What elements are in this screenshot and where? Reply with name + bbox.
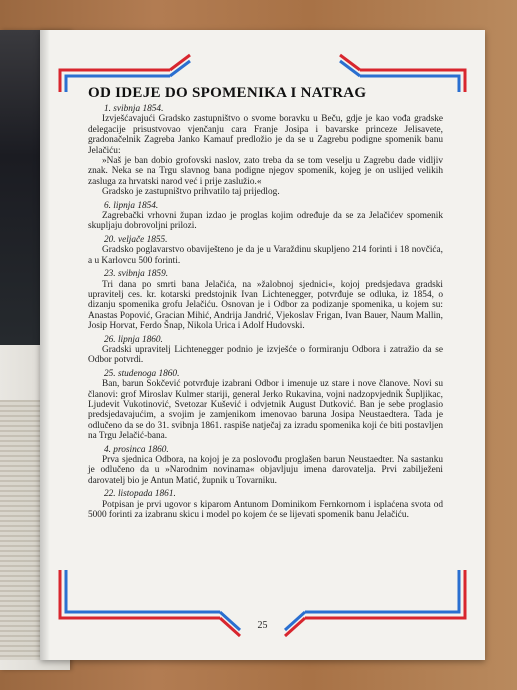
entry-date: 1. svibnja 1854. [104,104,164,114]
entry-paragraph: Tri dana po smrti bana Jelačića, na »žalobnoj sjednici«, kojoj predsjedava gradski upravitelj ces. kr. kotarski predstojnik Ivan Lichtenegger, potvrđuje se odluka, iz 1854, o dizanju spomenika grofu Jelačiću. Osnovan je i Odbor za podizanje spomenika, u kojem su: Anastas Popović, Gracian Mihić, Andrija Jandrić, Vjekoslav Frigan, Ivan Bauer, Naum Mallin, Josip Horvat, Ferdo Šnap, Nikola Urica i Adolf Hudovski. [88,279,443,332]
page-title: OD IDEJE DO SPOMENIKA I NATRAG [88,85,367,101]
chronology-entry [88,201,443,232]
entry-paragraph: Ban, barun Sokčević potvrđuje izabrani Odbor i imenuje uz stare i nove članove. Novi su članovi: grof Miroslav Kulmer stariji, general Jerko Rukavina, vojni nadzopvjednik Šupljikac, Ljudevit Vukotinović, Svetozar Kušević i odvjetnik August Dutković. Ban je sebe proglasio predsjedavajućim, a svojim je zamjenikom imenovao baruna Josipa Neustaedtera. Tada je odlučeno da se do 31. svibnja 1861. raspiše natječaj za izradu spomenika koji će biti postavljen na Trgu Jelačić-bana. [88,379,443,442]
entry-paragraph: Zagrebački vrhovni župan izdao je proglas kojim određuje da se za Jelačićev spomenik skupljaju dobrovoljni prilozi. [88,211,443,232]
chronology-entry [88,335,443,366]
entry-paragraph: Gradsko je zastupništvo prihvatilo taj prijedlog. [102,187,280,198]
chronology-entry [88,104,443,198]
chronology-entry [88,235,443,266]
entry-date: 4. prosinca 1860. [104,444,169,455]
document-page [40,30,485,660]
entry-paragraph: Potpisan je prvi ugovor s kiparom Antunom Dominikom Fernkornom i isplaćena svota od 5000 forinti za izabranu skicu i model po kojem će se lijevati spomenik banu Jelačiću. [88,499,443,521]
page-number: 25 [257,620,268,631]
entry-paragraph: Gradsko poglavarstvo obaviješteno je da je u Varaždinu skupljeno 214 forinti i 18 novčića, a u Karlovcu 500 forinti. [88,245,443,266]
entry-date: 26. lipnja 1860. [104,334,163,345]
entry-date: 6. lipnja 1854. [104,200,159,211]
entry-paragraph: Gradski upravitelj Lichtenegger podnio je izvješće o formiranju Odbora i zatražio da se Odbor potvrdi. [88,344,443,366]
chronology-entry [88,269,443,331]
chronology-entry [88,369,443,442]
entry-paragraph: Izvješćavajući Gradsko zastupništvo o svome boravku u Beču, gdje je kao vođa gradske delegacije prisustvovao vjenčanju cara Franje Josipa i bavarske princeze Jelisavete, gradonačelnik Zagreba Janko Kamauf predložio je da se u Zagrebu podigne spomenik banu Jelačiću: [88,114,443,156]
chronology-entry [88,445,443,487]
entry-date: 23. svibnja 1859. [104,269,169,280]
entry-paragraph: Prva sjednica Odbora, na kojoj je za poslovođu proglašen barun Neustaedter. Na sastanku je odlučeno da u »Narodnim novinama« objavljuju imena darovatelja. Prvi zabilježeni darovatelj bio je Antun Matić, župnik u Tovarniku. [88,455,443,486]
chronology-content [88,104,443,523]
entry-date: 20. veljače 1855. [104,234,168,245]
chronology-entry [88,489,443,520]
entry-date: 22. listopada 1861. [104,489,176,500]
entry-paragraph: »Naš je ban dobio grofovski naslov, zato treba da se tom veselju u Zagrebu dade vidljiv znak. Neka se na Trgu slavnog bana podigne njegov spomenik, kojeg je on uslijed velikih zasluga za hrvatski narod već i prije zaslužio.« [88,156,443,187]
entry-date: 25. studenoga 1860. [104,368,180,379]
